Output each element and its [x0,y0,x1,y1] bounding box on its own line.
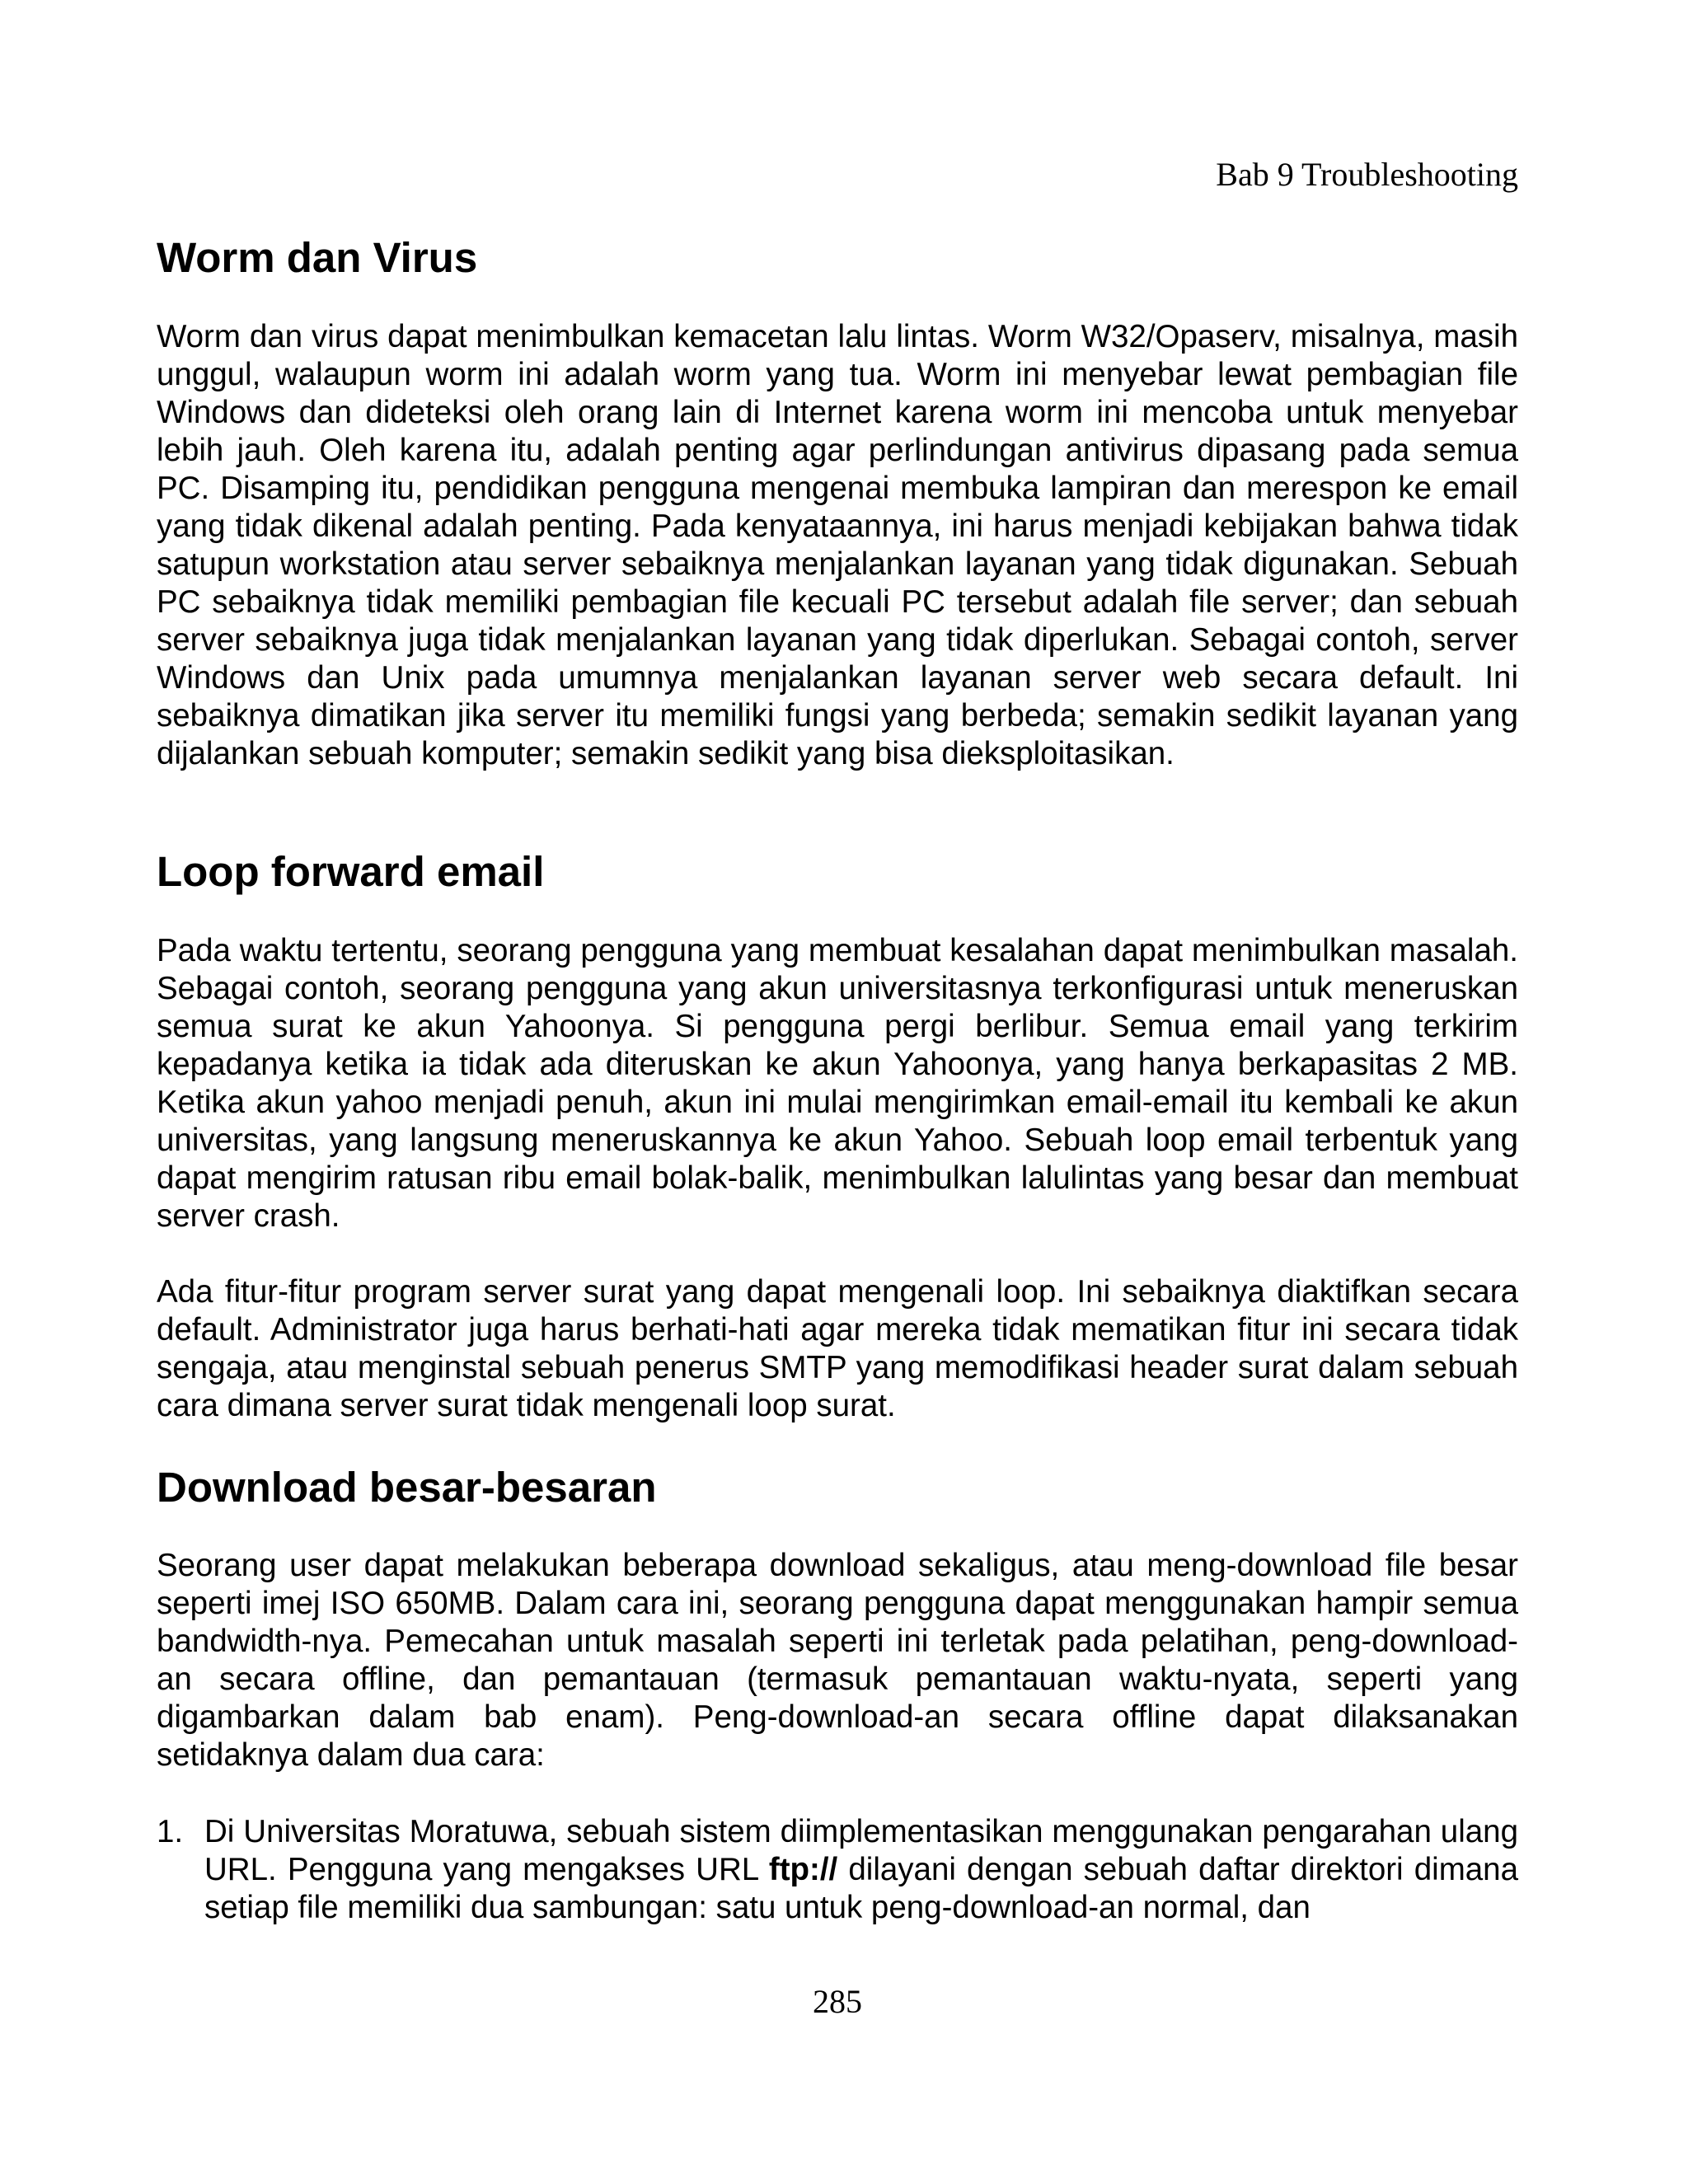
document-page [157,0,1518,2184]
ftp-url-text: ftp:// [768,1852,838,1887]
list-item-text: Di Universitas Moratuwa, sebuah sistem diimplementasikan menggunakan pengarahan ulang URL. Pengguna yang mengakses URL [204,1814,1518,1887]
list-marker: 1. [157,1814,184,1849]
running-header: Bab 9 Troubleshooting [1216,156,1518,193]
section-title-loop-forward-email: Loop forward email [157,848,545,895]
paragraph-worm-dan-virus: Worm dan virus dapat menimbulkan kemacetan lalu lintas. Worm W32/Opaserv, misalnya, masih unggul, walaupun worm ini adalah worm yang tua. Worm ini menyebar lewat pembagian file Windows dan dideteksi oleh orang lain di Internet karena worm ini mencoba untuk menyebar lebih jauh. Oleh karena itu, adalah penting agar perlindungan antivirus dipasang pada semua PC. Disamping itu, pendidikan pengguna mengenai membuka lampiran dan merespon ke email yang tidak dikenal adalah penting. Pada kenyataannya, ini harus menjadi kebijakan bahwa tidak satupun workstation atau server sebaiknya menjalankan layanan yang tidak digunakan. Sebuah PC sebaiknya tidak memiliki pembagian file kecuali PC tersebut adalah file server; dan sebuah server sebaiknya juga tidak menjalankan layanan yang tidak diperlukan. Sebagai contoh, server Windows dan Unix pada umumnya menjalankan layanan server web secara default. Ini sebaiknya dimatikan jika server itu memiliki fungsi yang berbeda; semakin sedikit layanan yang dijalankan sebuah komputer; semakin sedikit yang bisa dieksploitasikan. [157,319,1518,771]
numbered-list [157,1813,1518,1927]
paragraph-loop-forward-email-1: Pada waktu tertentu, seorang pengguna yang membuat kesalahan dapat menimbulkan masalah. Sebagai contoh, seorang pengguna yang akun universitasnya terkonfigurasi untuk meneruskan semua surat ke akun Yahoonya. Si pengguna pergi berlibur. Semua email yang terkirim kepadanya ketika ia tidak ada diteruskan ke akun Yahoonya, yang hanya berkapasitas 2 MB. Ketika akun yahoo menjadi penuh, akun ini mulai mengirimkan email-email itu kembali ke akun universitas, yang langsung meneruskannya ke akun Yahoo. Sebuah loop email terbentuk yang dapat mengirim ratusan ribu email bolak-balik, menimbulkan lalulintas yang besar dan membuat server crash. [157,933,1518,1234]
paragraph-download-besar-besaran: Seorang user dapat melakukan beberapa download sekaligus, atau meng-download file besar seperti imej ISO 650MB. Dalam cara ini, seorang pengguna dapat menggunakan hampir semua bandwidth-nya. Pemecahan untuk masalah seperti ini terletak pada pelatihan, peng-download-an secara offline, dan pemantauan (termasuk pemantauan waktu-nyata, seperti yang digambarkan dalam bab enam). Peng-download-an secara offline dapat dilaksanakan setidaknya dalam dua cara: [157,1548,1518,1773]
section-title-download-besar-besaran: Download besar-besaran [157,1464,657,1511]
list-item-text-continued: dilayani dengan sebuah daftar direktori dimana setiap file memiliki dua sambungan: satu untuk peng-download-an normal, dan [204,1852,1519,1925]
list-item [157,1813,1518,1927]
section-title-worm-dan-virus: Worm dan Virus [157,234,478,281]
page-number: 285 [813,1983,862,2020]
paragraph-loop-forward-email-2: Ada fitur-fitur program server surat yang dapat mengenali loop. Ini sebaiknya diaktifkan secara default. Administrator juga harus berhati-hati agar mereka tidak mematikan fitur ini secara tidak sengaja, atau menginstal sebuah penerus SMTP yang memodifikasi header surat dalam sebuah cara dimana server surat tidak mengenali loop surat. [157,1274,1518,1423]
